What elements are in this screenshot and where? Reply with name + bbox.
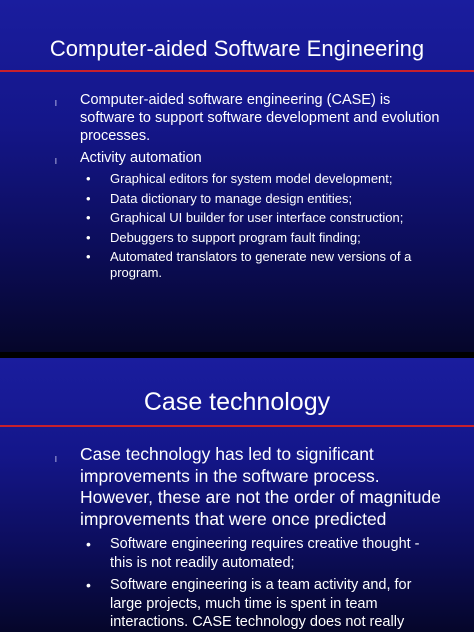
sub-bullet-dot-icon: • (86, 249, 91, 264)
sub-bullet-text: Graphical UI builder for user interface construction; (110, 210, 404, 225)
sub-bullet-item (0, 171, 474, 187)
sub-bullet-dot-icon: • (86, 171, 91, 186)
slide-case-technology (0, 358, 474, 632)
title-divider-rule (0, 70, 474, 72)
bullet-item (0, 91, 474, 145)
sub-bullet-text: Data dictionary to manage design entities; (110, 190, 353, 206)
sub-bullet-dot-icon: • (86, 229, 91, 245)
bullet-text: Computer-aided software engineering (CASE) is software to support software development and evolution processes. (80, 92, 440, 144)
sub-bullet-dot-icon: • (86, 190, 91, 206)
bullet-text: Case technology has led to significant improvements in the software process. However, these are not the order of magnitude improvements that were once predicted (80, 444, 441, 529)
sub-bullet-dot-icon: • (86, 577, 91, 593)
bullet-text: Activity automation (80, 150, 202, 166)
sub-bullet-text: Graphical editors for system model development; (110, 171, 393, 186)
bullet-marker-icon: l (55, 455, 57, 464)
sub-bullet-item (0, 576, 474, 632)
sub-bullet-item (0, 191, 474, 207)
bullet-marker-icon: l (55, 99, 57, 108)
slide-body (0, 91, 474, 285)
bullet-marker-icon: l (55, 157, 57, 166)
sub-bullet-text: Software engineering requires creative thought - this is not readily automated; (110, 536, 420, 571)
slide-title: Computer-aided Software Engineering (49, 36, 425, 61)
sub-bullet-item (0, 230, 474, 246)
sub-bullet-item (0, 535, 474, 572)
title-divider-rule (0, 425, 474, 427)
slide-title: Case technology (143, 388, 331, 416)
sub-bullet-dot-icon: • (86, 536, 91, 552)
sub-bullet-item (0, 210, 474, 226)
bullet-item (0, 149, 474, 167)
bullet-item (0, 444, 474, 530)
sub-bullet-text: Automated translators to generate new versions of a program. (110, 249, 412, 280)
sub-bullet-text: Software engineering is a team activity and, for large projects, much time is spent in team interactions. CASE technology does not really (110, 577, 412, 630)
sub-bullet-dot-icon: • (86, 210, 91, 225)
sub-bullet-item (0, 249, 474, 281)
sub-bullet-text: Debuggers to support program fault finding; (110, 229, 361, 245)
slide-body (0, 444, 474, 632)
